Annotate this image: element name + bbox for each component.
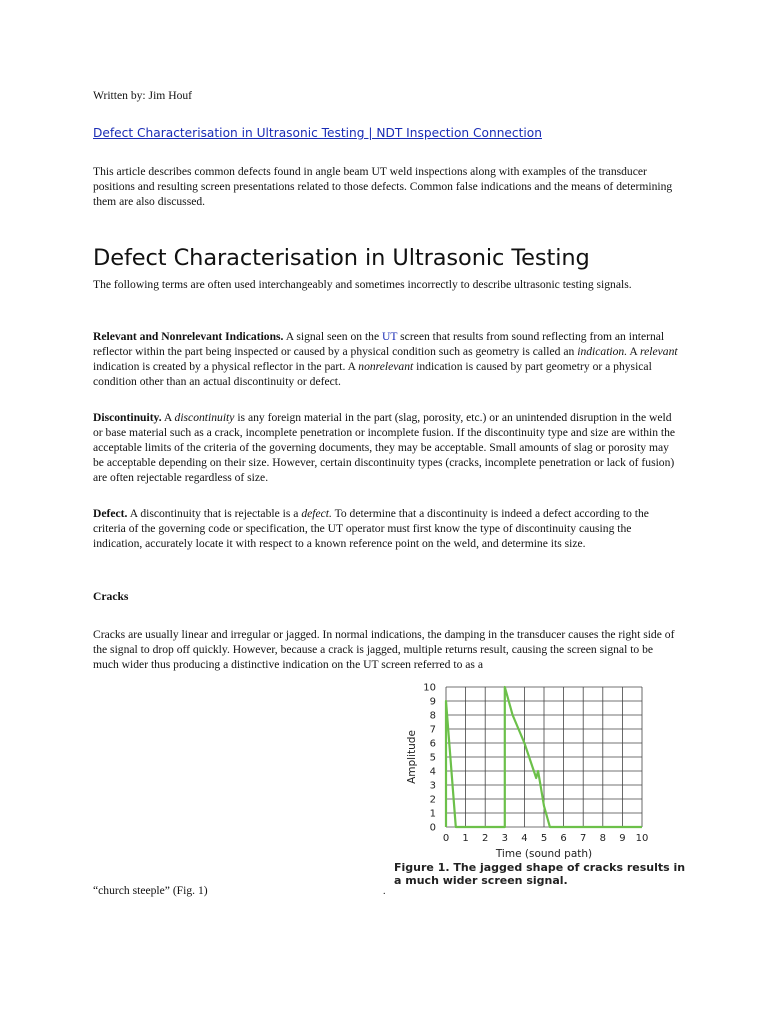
terms-intro-paragraph: The following terms are often used interchangeably and sometimes incorrectly to describe ultrasonic testing signals. (93, 278, 632, 291)
page-title: Defect Characterisation in Ultrasonic Testing (93, 245, 590, 272)
intro-paragraph: This article describes common defects found in angle beam UT weld inspections along with examples of the transducer positions and resulting screen presentations related to those defects. Common false indications and the means of determining them are also discussed. (93, 165, 673, 208)
y-tick-label: 2 (429, 794, 436, 806)
amplitude-chart (400, 678, 650, 863)
y-tick-label: 7 (429, 724, 436, 736)
cracks-paragraph: Cracks are usually linear and irregular or jagged. In normal indications, the damping in the transducer causes the right side of the signal to drop off quickly. However, because a crack is jagged, multiple returns result, causing the screen signal to be much wider thus producing a distinctive indication on the UT screen referred to as a (93, 628, 675, 671)
x-tick-label: 10 (635, 833, 649, 844)
y-axis-label: Amplitude (406, 730, 418, 784)
relevant-text-5: indication is caused by part geometry or a physical condition other than an actual discontinuity or defect. (93, 360, 652, 388)
discontinuity-em: discontinuity (174, 411, 235, 424)
article-link[interactable]: Defect Characterisation in Ultrasonic Testing | NDT Inspection Connection (93, 126, 542, 140)
x-tick-label: 4 (521, 833, 528, 844)
defect-paragraph (93, 506, 678, 551)
discontinuity-text-1: A (161, 411, 175, 424)
ut-link[interactable]: UT (382, 330, 398, 343)
y-tick-label: 10 (423, 682, 436, 694)
x-tick-label: 5 (540, 833, 548, 844)
caption-line-2: a much wider screen signal. (394, 874, 568, 887)
defect-title: Defect. (93, 507, 128, 520)
defect-text-1: A discontinuity that is rejectable is a (127, 507, 302, 520)
caption-line-1: Figure 1. The jagged shape of cracks results in (394, 861, 686, 874)
discontinuity-title: Discontinuity. (93, 411, 162, 424)
y-tick-label: 4 (429, 766, 436, 778)
x-axis-label: Time (sound path) (495, 848, 593, 860)
y-tick-label: 6 (429, 738, 436, 750)
x-tick-label: 9 (619, 833, 626, 844)
relevant-em-indication: indication. (577, 345, 628, 358)
defect-em: defect. (301, 507, 332, 520)
x-tick-label: 0 (442, 833, 450, 844)
x-tick-label: 3 (501, 833, 508, 844)
relevant-text-3: A (627, 345, 641, 358)
x-tick-label: 7 (580, 833, 587, 844)
church-steeple-text: “church steeple” (Fig. 1) (93, 884, 208, 897)
relevant-text-2: screen that results from sound reflecting from an internal reflector within the part being inspected or caused by a physical condition such as geometry is called an (93, 330, 665, 358)
cracks-heading: Cracks (93, 590, 129, 603)
y-tick-label: 1 (429, 808, 436, 820)
y-tick-label: 8 (429, 710, 436, 722)
relevant-text-1: A signal seen on the (283, 330, 383, 343)
stray-dot: . (383, 886, 386, 897)
relevant-em-relevant: relevant (640, 345, 678, 358)
x-tick-label: 1 (462, 833, 469, 844)
y-tick-label: 9 (429, 696, 436, 708)
y-tick-label: 3 (429, 780, 436, 792)
discontinuity-text-2: is any foreign material in the part (slag, porosity, etc.) or an unintended disruption in the weld or base material such as a crack, incomplete penetration or incomplete fusion. If the discontinuity type and size are within the acceptable limits of the criteria of the governing documents, they may be acceptable. Small amounts of slag or porosity may be acceptable depending on their size. However, certain discontinuity types (cracks, incomplete penetration or lack of fusion) are often rejectable regardless of size. (93, 411, 676, 484)
figure-caption (394, 861, 685, 887)
relevant-indications-paragraph (93, 329, 678, 389)
x-tick-label: 6 (560, 833, 567, 844)
discontinuity-paragraph (93, 410, 678, 485)
defect-text-2: To determine that a discontinuity is indeed a defect according to the criteria of the governing code or specification, the UT operator must first know the type of discontinuity causing the indication, accurately locate it with respect to a known reference point on the weld, and determine its size. (93, 507, 649, 550)
y-tick-label: 0 (429, 822, 436, 834)
y-tick-label: 5 (429, 752, 436, 764)
author-line: Written by: Jim Houf (93, 89, 193, 102)
relevant-text-4: indication is created by a physical reflector in the part. A (93, 360, 359, 373)
x-tick-label: 8 (599, 833, 606, 844)
relevant-em-nonrelevant: nonrelevant (358, 360, 414, 373)
x-tick-label: 2 (482, 833, 489, 844)
relevant-title: Relevant and Nonrelevant Indications. (93, 330, 284, 343)
